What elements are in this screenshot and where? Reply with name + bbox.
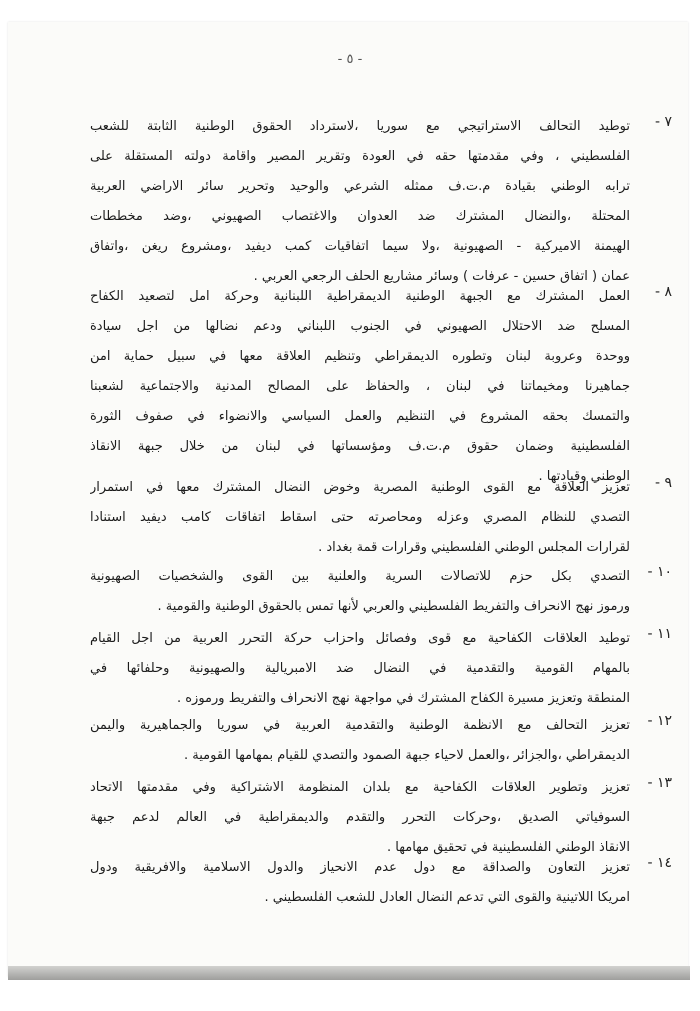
text-line: الانقاذ الوطني الفلسطينية في تحقيق مهامها .: [387, 840, 630, 855]
text-line: والتمسك بحقه المشروع في التنظيم والعمل السياسي والانضواء في صفوف الثورة: [90, 409, 630, 424]
text-line: توطيد العلاقات الكفاحية مع قوى وفصائل واحزاب حركة التحرر العربية من اجل القيام: [90, 631, 630, 646]
text-line: المسلح ضد الاحتلال الصهيوني في الجنوب اللبناني ودعم نضالها من اجل سيادة: [90, 319, 630, 334]
text-line: العمل المشترك مع الجبهة الوطنية الديمقراطية اللبنانية وحركة امل لتصعيد الكفاح: [90, 289, 630, 304]
text-line: الفلسطيني ، وفي مقدمتها حقه في العودة وتقرير المصير واقامة دولته المستقلة على: [90, 149, 630, 164]
text-line: امريكا اللاتينية والقوى التي تدعم النضال العادل للشعب الفلسطيني .: [264, 890, 630, 905]
text-line: التصدي للنظام المصري وعزله ومحاصرته حتى اسقاط اتفاقات كامب ديفيد استنادا: [90, 510, 630, 525]
item-number: ٧ -: [654, 114, 672, 130]
text-line: تعزيز وتطوير العلاقات الكفاحية مع بلدان المنظومة الاشتراكية وفي مقدمتها الاتحاد: [90, 780, 630, 795]
text-line: ترابه الوطني بقيادة م.ت.ف ممثله الشرعي والوحيد وتحرير سائر الاراضي العربية: [90, 179, 630, 194]
text-line: الوطني وقيادتها .: [538, 469, 630, 484]
page-number: - ٥ -: [337, 52, 363, 67]
item-number: ١١ -: [647, 626, 672, 642]
list-item-11: [90, 624, 672, 714]
text-line: بالمهام القومية والتقدمية في النضال ضد الامبريالية والصهيونية وحلفائها في: [90, 661, 630, 676]
text-line: ووحدة وعروبة لبنان وتطوره الديمقراطي وتنظيم العلاقة معها في سبيل حماية امن: [90, 349, 630, 364]
list-item-9: [90, 473, 672, 563]
item-number: ٩ -: [654, 475, 672, 491]
item-number: ١٣ -: [647, 775, 672, 791]
text-line: السوفياتي الصديق ،وحركات التحرر والتقدم والديمقراطية في العالم لدعم جبهة: [90, 810, 630, 825]
list-item-12: [90, 711, 672, 771]
list-item-10: [90, 562, 672, 622]
text-line: التصدي بكل حزم للاتصالات السرية والعلنية بين القوى والشخصيات الصهيونية: [90, 569, 630, 584]
text-line: تعزيز التحالف مع الانظمة الوطنية والتقدمية العربية في سوريا والجماهيرية واليمن: [90, 718, 630, 733]
text-line: المحتلة ،والنضال المشترك ضد العدوان والاغتصاب الصهيوني ،وضد مخططات: [90, 209, 630, 224]
text-line: ورموز نهج الانحراف والتفريط الفلسطيني والعربي لأنها تمس بالحقوق الوطنية والقومية .: [157, 599, 630, 614]
text-line: تعزيز التعاون والصداقة مع دول عدم الانحياز والدول الاسلامية والافريقية ودول: [90, 860, 630, 875]
text-line: الفلسطينية وضمان حقوق م.ت.ف ومؤسساتها في لبنان من خلال جبهة الانقاذ: [90, 439, 630, 454]
item-number: ١٢ -: [647, 713, 672, 729]
text-line: الهيمنة الاميركية - الصهيونية ،ولا سيما اتفاقيات كمب ديفيد ،ومشروع ريغن ،واتفاق: [90, 239, 630, 254]
text-line: عمان ( اتفاق حسين - عرفات ) وسائر مشاريع الحلف الرجعي العربي .: [253, 269, 630, 284]
list-item-8: [90, 282, 672, 492]
list-item-7: [90, 112, 672, 292]
text-line: الديمقراطي ،والجزائر ،والعمل لاحياء جبهة الصمود والتصدي للقيام بمهامها القومية .: [184, 748, 630, 763]
list-item-14: [90, 853, 672, 913]
text-line: لقرارات المجلس الوطني الفلسطيني وقرارات قمة بغداد .: [318, 540, 630, 555]
text-line: جماهيرنا ومخيماتنا في لبنان ، والحفاظ على المصالح المدنية والاجتماعية لشعبنا: [90, 379, 630, 394]
item-number: ٨ -: [654, 284, 672, 300]
item-number: ١٤ -: [647, 855, 672, 871]
text-line: تعزيز العلاقة مع القوى الوطنية المصرية وخوض النضال المشترك معها في استمرار: [90, 480, 630, 495]
text-line: المنطقة وتعزيز مسيرة الكفاح المشترك في مواجهة نهج الانحراف والتفريط ورموزه .: [176, 691, 630, 706]
text-line: توطيد التحالف الاستراتيجي مع سوريا ،لاسترداد الحقوق الوطنية الثابتة للشعب: [90, 119, 630, 134]
item-number: ١٠ -: [647, 564, 672, 580]
